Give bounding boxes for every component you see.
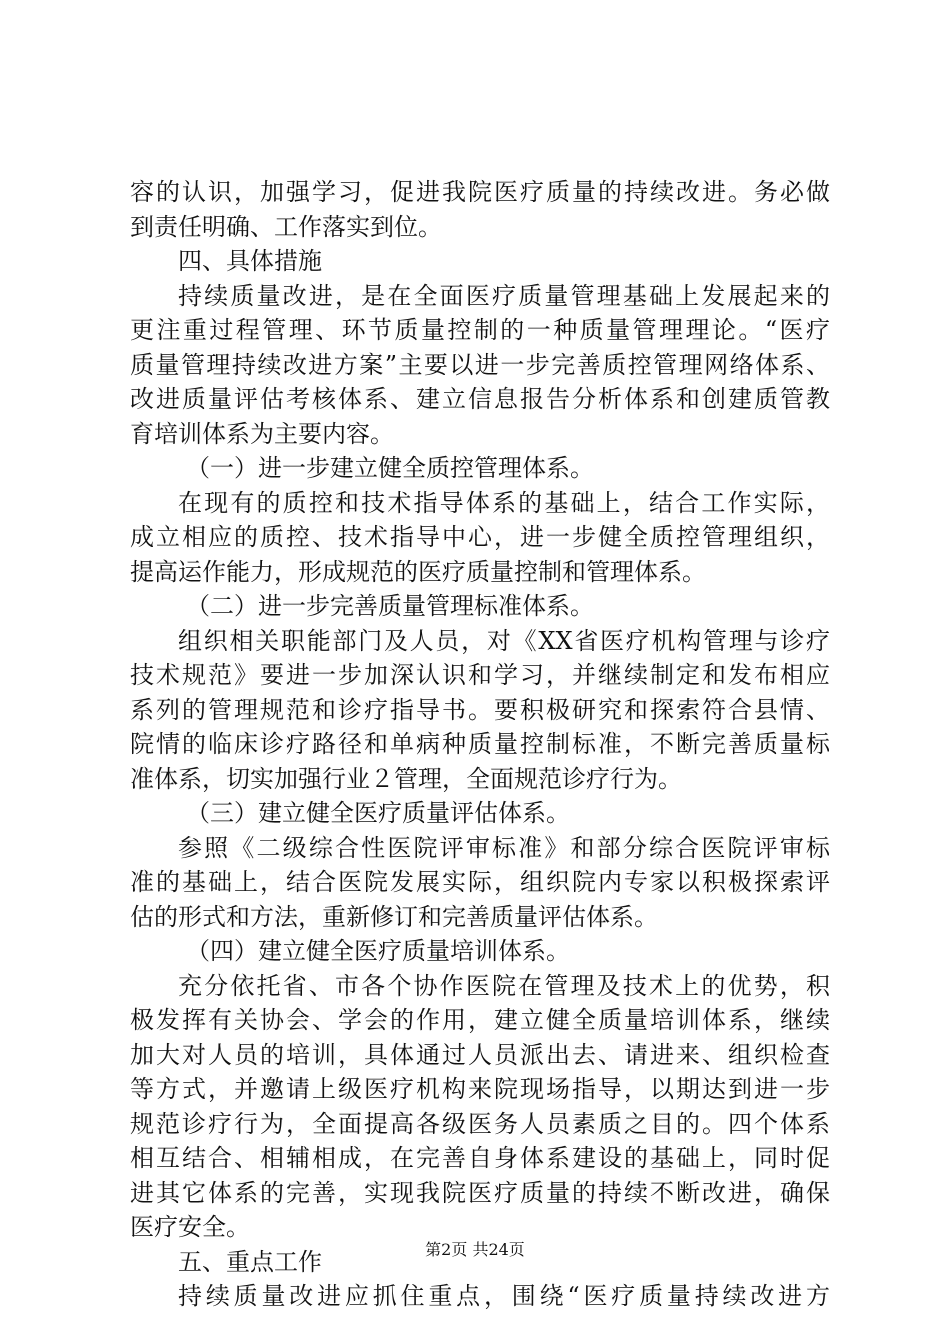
- body-line: 在现有的质控和技术指导体系的基础上，结合工作实际，: [178, 488, 830, 517]
- body-line: 估的形式和方法，重新修订和完善质量评估体系。: [130, 902, 658, 931]
- body-line: 组织相关职能部门及人员，对《XX省医疗机构管理与诊疗: [178, 626, 830, 655]
- body-line: 院情的临床诊疗路径和单病种质量控制标准，不断完善质量标: [130, 730, 830, 758]
- body-line: 参照《二级综合性医院评审标准》和部分综合医院评审标: [178, 833, 830, 862]
- body-line: 准体系，切实加强行业２管理，全面规范诊疗行为。: [130, 764, 682, 793]
- body-line: 到责任明确、工作落实到位。: [130, 212, 442, 241]
- body-line: 持续质量改进，是在全面医疗质量管理基础上发展起来的: [178, 281, 830, 310]
- subsection-heading: （二）进一步完善质量管理标准体系。: [186, 592, 594, 620]
- body-line: 改进质量评估考核体系、建立信息报告分析体系和创建质管教: [130, 385, 830, 413]
- subsection-heading: （四）建立健全医疗质量培训体系。: [186, 937, 570, 965]
- body-line: 准的基础上，结合医院发展实际，组织院内专家以积极探索评: [130, 868, 830, 896]
- subsection-heading: （三）建立健全医疗质量评估体系。: [186, 799, 570, 827]
- body-line: 持续质量改进应抓住重点，围绕“医疗质量持续改进方: [178, 1282, 830, 1310]
- body-line: 提高运作能力，形成规范的医疗质量控制和管理体系。: [130, 557, 706, 586]
- body-line: 相互结合、相辅相成，在完善自身体系建设的基础上，同时促: [130, 1144, 830, 1172]
- section-heading: 四、具体措施: [178, 247, 322, 275]
- body-line: 成立相应的质控、技术指导中心，进一步健全质控管理组织，: [130, 523, 830, 551]
- body-line: 等方式，并邀请上级医疗机构来院现场指导，以期达到进一步: [130, 1075, 830, 1103]
- section-heading: 五、重点工作: [178, 1247, 322, 1276]
- subsection-heading: （一）进一步建立健全质控管理体系。: [186, 454, 594, 482]
- body-line: 医疗安全。: [130, 1213, 250, 1241]
- page-number-footer: 第2页 共24页: [425, 1240, 525, 1259]
- body-line: 质量管理持续改进方案”主要以进一步完善质控管理网络体系、: [130, 350, 830, 379]
- body-line: 更注重过程管理、环节质量控制的一种质量管理理论。“医疗: [130, 316, 830, 344]
- body-line: 充分依托省、市各个协作医院在管理及技术上的优势，积: [178, 971, 830, 1000]
- body-line: 进其它体系的完善，实现我院医疗质量的持续不断改进，确保: [130, 1178, 830, 1207]
- document-body: [130, 175, 830, 1314]
- body-line: 加大对人员的培训，具体通过人员派出去、请进来、组织检查: [130, 1040, 830, 1069]
- body-line: 技术规范》要进一步加深认识和学习，并继续制定和发布相应: [130, 661, 830, 689]
- body-line: 规范诊疗行为，全面提高各级医务人员素质之目的。四个体系: [130, 1109, 830, 1138]
- body-line: 极发挥有关协会、学会的作用，建立健全质量培训体系，继续: [130, 1006, 830, 1034]
- body-line: 容的认识，加强学习，促进我院医疗质量的持续改进。务必做: [130, 178, 830, 206]
- body-line: 系列的管理规范和诊疗指导书。要积极研究和探索符合县情、: [130, 695, 830, 724]
- body-line: 育培训体系为主要内容。: [130, 419, 394, 448]
